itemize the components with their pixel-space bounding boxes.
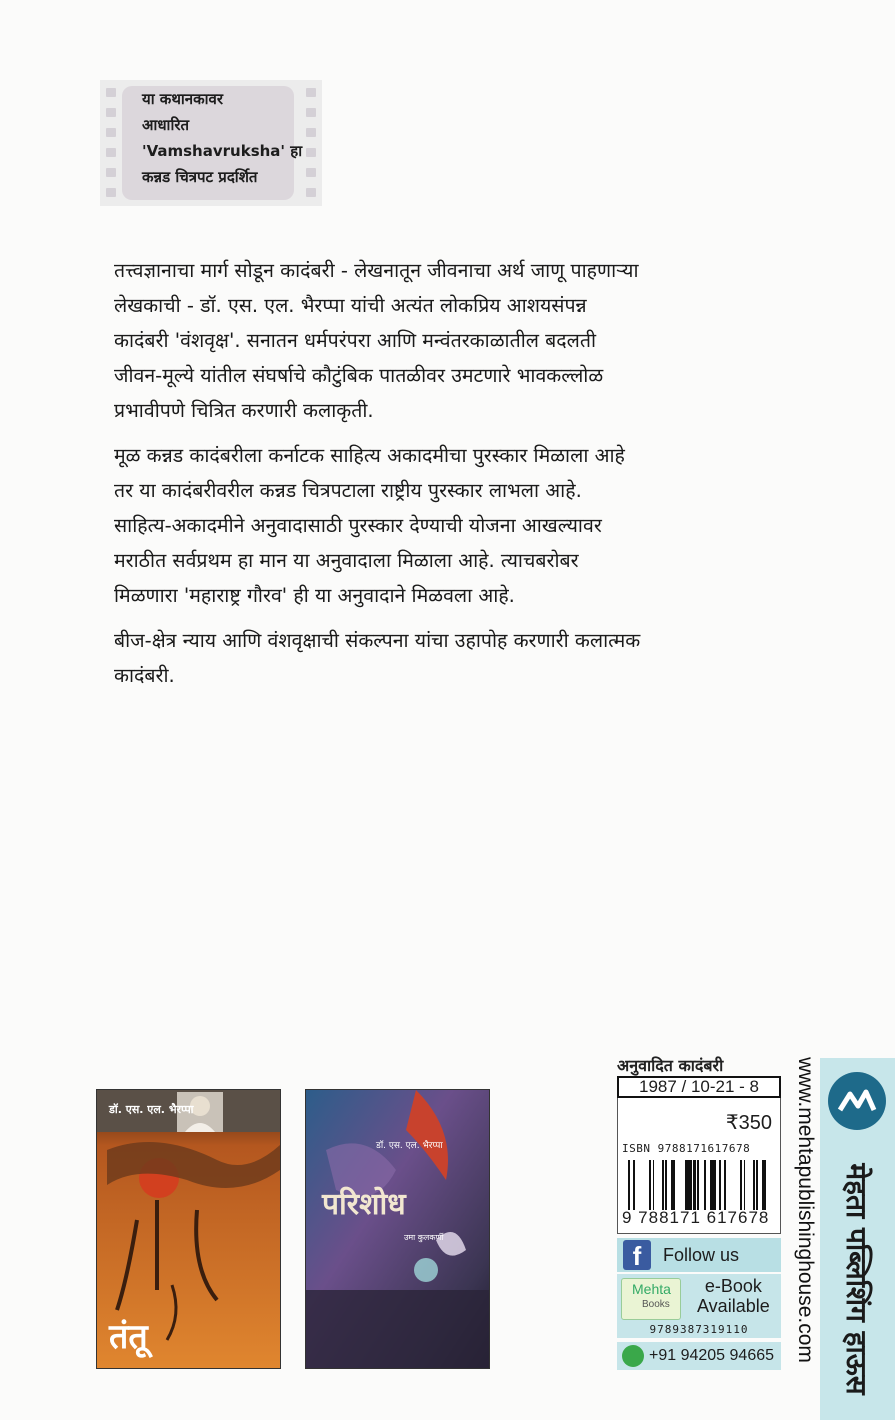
ebook-isbn: 9789387319110 [649,1323,749,1336]
barcode [628,1160,774,1210]
film-perforation [106,148,116,157]
barcode-bar [753,1160,755,1210]
badge-line: या कथानकावर [142,90,224,108]
barcode-bar [687,1160,689,1210]
barcode-bar [653,1160,654,1210]
barcode-bar [763,1160,766,1210]
parishodh-cover-art [306,1090,489,1368]
barcode-bar [744,1160,745,1210]
mehta-books-logo [621,1278,681,1320]
facebook-icon: f [623,1240,651,1270]
logo-mark [828,1072,886,1130]
publisher-brand-strip [820,1058,895,1420]
description-paragraph: तत्त्वज्ञानाचा मार्ग सोडून कादंबरी - लेखनातून जीवनाचा अर्थ जाणू पाहणाऱ्या लेखकाची - डॉ. एस. एल. भैरप्पा यांची अत्यंत लोकप्रिय आशयसंपन्न कादंबरी 'वंशवृक्ष'. सनातन धर्मपरंपरा आणि मन्वंतरकाळातील बदलती जीवन-मूल्ये यांतील संघर्षाचे कौटुंबिक पातळीवर उमटणारे भावकल्लोळ प्रभावीपणे चित्रित करणारी कलाकृती. [114,259,639,422]
follow-us-banner[interactable] [617,1238,781,1272]
film-perforation [306,188,316,197]
whatsapp-icon [622,1345,644,1367]
publisher-logo-icon [828,1072,886,1130]
book-translator: उमा कुलकर्णी [404,1233,444,1242]
price: ₹350 [725,1112,772,1134]
book-author: डॉ. एस. एल. भैरप्पा [109,1103,194,1116]
isbn-text: ISBN 9788171617678 [622,1142,751,1155]
ebook-banner[interactable] [617,1274,781,1338]
book-author: डॉ. एस. एल. भैरप्पा [376,1141,443,1151]
barcode-bar [665,1160,667,1210]
whatsapp-number: +91 94205 94665 [649,1347,775,1364]
film-perforation [306,88,316,97]
barcode-bar [740,1160,741,1210]
book-cover-tantu[interactable] [97,1090,280,1368]
barcode-bar [649,1160,650,1210]
badge-text [122,86,303,200]
barcode-bar [719,1160,721,1210]
barcode-bar [650,1160,651,1210]
isbn-number: 9 788171 617678 [622,1208,770,1227]
barcode-bar [724,1160,726,1210]
ebook-label [697,1276,770,1316]
badge-line: कन्नड चित्रपट प्रदर्शित [142,168,258,186]
barcode-bar [756,1160,758,1210]
barcode-bar [715,1160,716,1210]
film-badge [100,80,322,206]
barcode-bar [672,1160,675,1210]
film-perforation [106,108,116,117]
logo-text: Mehta [632,1281,671,1297]
barcode-bar [741,1160,742,1210]
ebook-line: e-Book [704,1276,762,1296]
barcode-bar [628,1160,630,1210]
film-perforation [306,108,316,117]
catalog-code: 1987 / 10-21 - 8 [617,1076,781,1098]
badge-line: आधारित [142,116,190,134]
book-description [114,253,644,703]
barcode-bar [633,1160,635,1210]
film-perforation [106,128,116,137]
barcode-bar [662,1160,664,1210]
description-paragraph: बीज-क्षेत्र न्याय आणि वंशवृक्षाची संकल्पना यांचा उहापोह करणारी कलात्मक कादंबरी. [114,629,641,687]
barcode-bar [704,1160,706,1210]
film-perforation [106,88,116,97]
film-perforation [106,188,116,197]
book-title: परिशोध [322,1187,406,1222]
barcode-bar [693,1160,696,1210]
barcode-bar [671,1160,672,1210]
badge-line: 'Vamshavruksha' हा [142,142,303,160]
barcode-bar [685,1160,687,1210]
film-perforation [306,128,316,137]
website-url-strip[interactable] [792,1052,818,1368]
film-perforation [306,148,316,157]
barcode-bar [713,1160,715,1210]
barcode-bar [712,1160,713,1210]
barcode-bar [689,1160,692,1210]
price-barcode-box [617,1098,781,1234]
description-paragraph: मूळ कन्नड कादंबरीला कर्नाटक साहित्य अकादमीचा पुरस्कार मिळाला आहे तर या कादंबरीवरील कन्नड चित्रपटाला राष्ट्रीय पुरस्कार लाभला आहे. साहित्य-अकादमीने अनुवादासाठी पुरस्कार देण्याची योजना आखल्यावर मराठीत सर्वप्रथम हा मान या अनुवादाला मिळाला आहे. त्याचबरोबर मिळणारा 'महाराष्ट्र गौरव' ही या अनुवादाने मिळवला आहे. [114,444,625,607]
website-url: www.mehtapublishinghouse.com [794,1057,817,1363]
follow-us-label: Follow us [663,1245,740,1265]
ebook-line: Available [697,1296,770,1316]
genre-label: अनुवादित कादंबरी [617,1056,724,1075]
barcode-bar [711,1160,712,1210]
barcode-bar [710,1160,711,1210]
publisher-name: मेहता पब्लिशिंग हाऊस [840,1163,873,1395]
film-perforation [106,168,116,177]
barcode-bar [697,1160,699,1210]
whatsapp-banner[interactable] [617,1342,781,1370]
film-perforation [306,168,316,177]
publisher-name-box [829,1144,885,1414]
book-cover-parishodh[interactable] [306,1090,489,1368]
book-title: तंतू [109,1317,148,1357]
barcode-bar [762,1160,763,1210]
logo-sub: Books [642,1299,670,1310]
